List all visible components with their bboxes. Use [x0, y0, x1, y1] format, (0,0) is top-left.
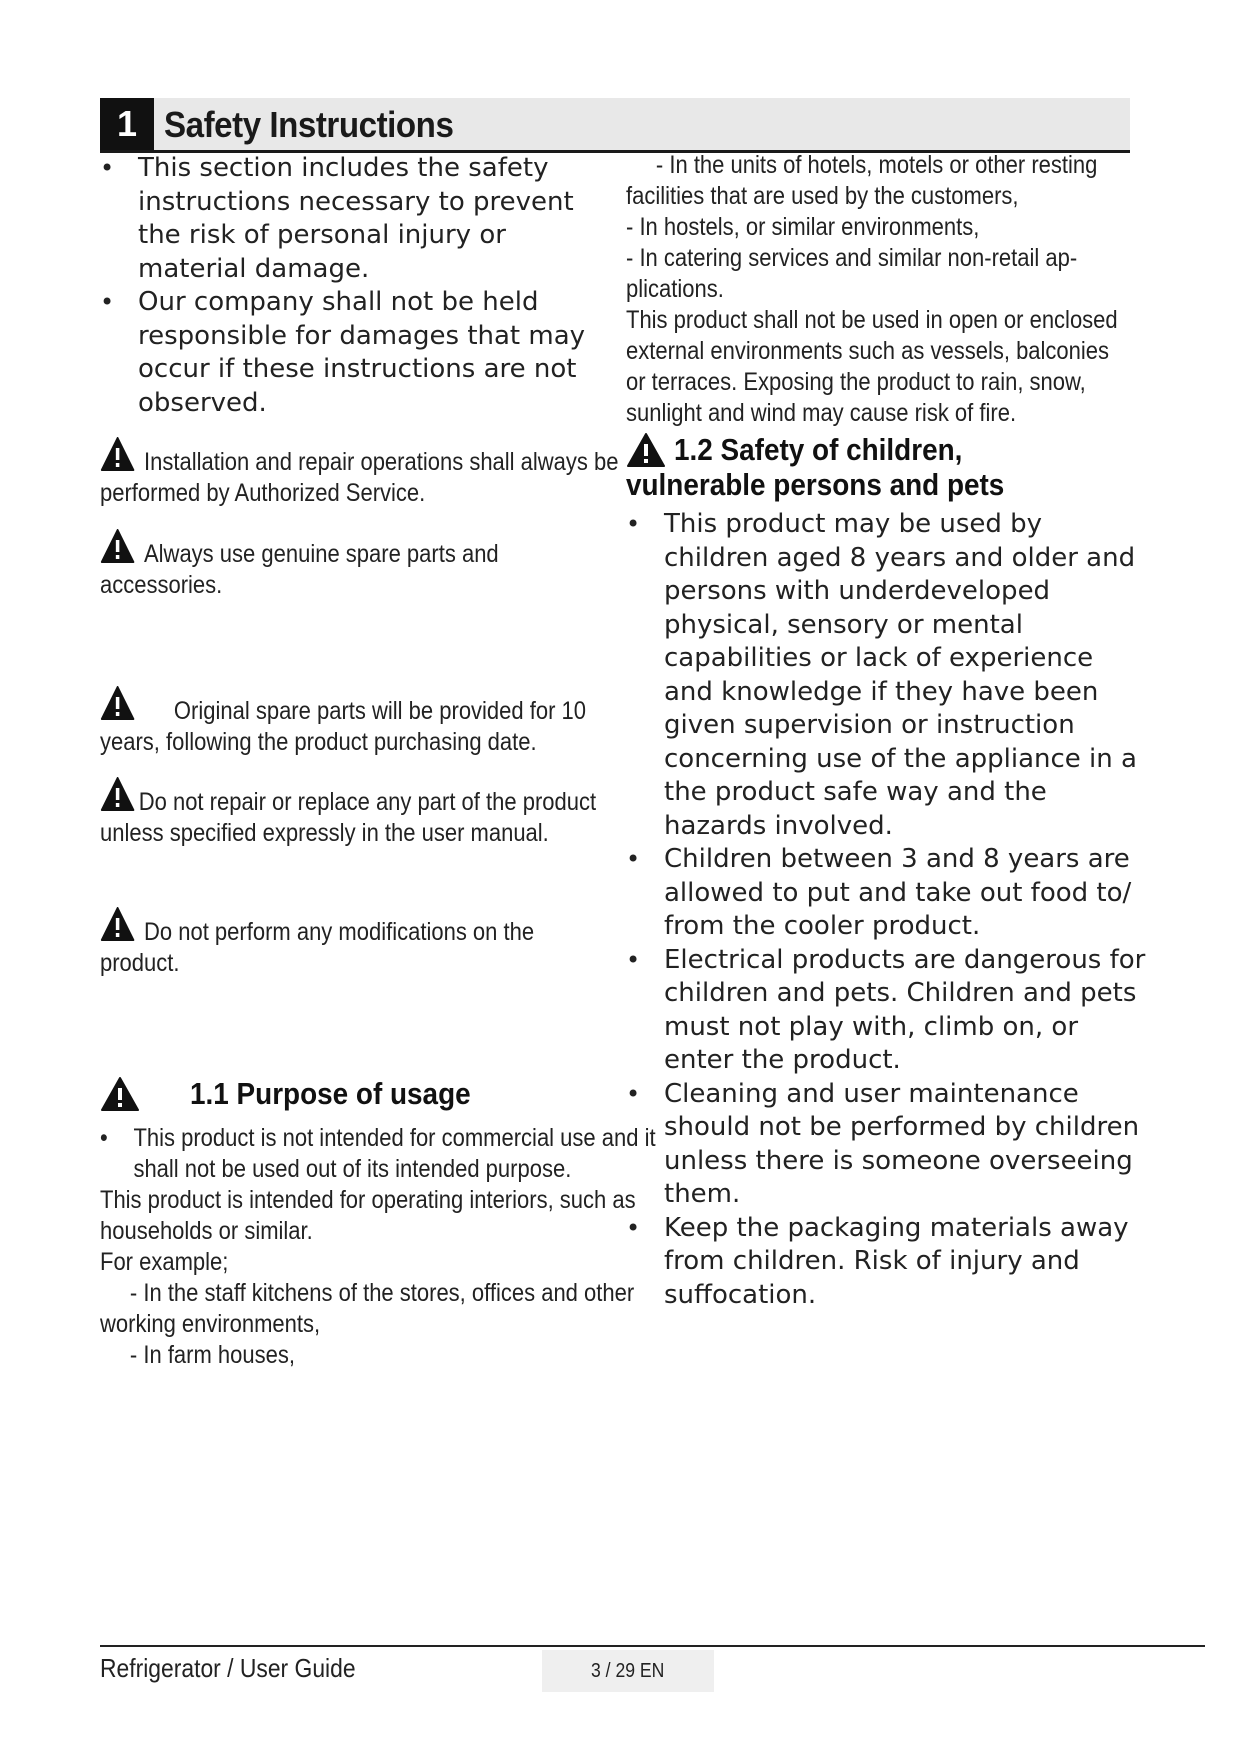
list-item: • Cleaning and user maintenance should not be performed by children unless there is someone overseeing them. — [626, 1078, 1146, 1212]
children-heading — [626, 432, 1186, 502]
warning-icon — [626, 432, 666, 468]
section-title-line2: vulnerable persons and pets — [626, 467, 1005, 502]
list-item: • Keep the packaging materials away from children. Risk of injury and suffocation. — [626, 1212, 1146, 1313]
warning-icon — [100, 1076, 140, 1112]
purpose-example: - In the staff kitchens of the stores, offices and other working environments, — [100, 1279, 635, 1338]
purpose-example: - In farm houses, — [129, 1341, 295, 1369]
purpose-example: - In hostels, or similar environments, — [626, 213, 980, 241]
purpose-line: For example; — [100, 1248, 229, 1276]
warning-text: Original spare parts will be provided for 10 years, following the product purchasing date. — [100, 697, 587, 756]
page-number-text: 3 / 29 EN — [591, 1659, 665, 1682]
purpose-example: - In the units of hotels, motels or other resting facilities that are used by the customers, — [626, 151, 1098, 210]
warning-installation — [100, 436, 700, 509]
section-title: 1.1 Purpose of usage — [190, 1076, 471, 1111]
warning-icon — [100, 776, 135, 812]
intro-item: • This section includes the safety instructions necessary to prevent the risk of personal injury or material damage. — [100, 152, 600, 286]
list-item: • This product may be used by children aged 8 years and older and persons with underdeveloped physical, sensory or mental capabilities or lack of experience and knowledge if they have been given supervision or instruction concerning use of the appliance in a the product safe way and the hazards involved. — [626, 508, 1146, 843]
intro-list — [100, 152, 600, 420]
warning-icon — [100, 906, 135, 942]
warning-original-parts — [100, 685, 700, 758]
footer-title: Refrigerator / User Guide — [100, 1653, 356, 1683]
purpose-body — [100, 1123, 698, 1371]
purpose-line: This product is intended for operating interiors, such as households or similar. — [100, 1186, 636, 1245]
list-item: • Children between 3 and 8 years are allowed to put and take out food to/ from the cooler product. — [626, 843, 1146, 944]
warning-no-modifications — [100, 906, 700, 979]
warning-do-not-repair — [100, 776, 700, 849]
list-item: • Electrical products are dangerous for children and pets. Children and pets must not play with, climb on, or enter the product. — [626, 944, 1146, 1078]
page-title: Safety Instructions — [164, 104, 454, 145]
purpose-heading — [100, 1076, 502, 1112]
intro-item: • Our company shall not be held responsible for damages that may occur if these instructions are not observed. — [100, 286, 600, 420]
warning-genuine-parts — [100, 528, 700, 601]
warning-icon — [100, 436, 135, 472]
warning-text: Do not repair or replace any part of the product unless specified expressly in the user manual. — [100, 788, 597, 847]
warning-text: Installation and repair operations shall always be performed by Authorized Service. — [100, 448, 619, 507]
children-list — [626, 508, 1146, 1312]
warning-text: Always use genuine spare parts and accessories. — [100, 540, 499, 599]
purpose-continued — [626, 150, 1129, 429]
warning-icon — [100, 685, 135, 721]
page-number — [542, 1650, 714, 1692]
purpose-example: - In catering services and similar non-retail ap-plications. — [626, 244, 1078, 303]
purpose-closing: This product shall not be used in open or enclosed external environments such as vessels, balconies or terraces. Exposing the product to rain, snow, sunlight and wind may cause risk of fire. — [626, 306, 1118, 427]
purpose-bullet: • This product is not intended for commercial use and it shall not be used out of its intended purpose. — [100, 1124, 656, 1183]
warning-icon — [100, 528, 135, 564]
warning-text: Do not perform any modifications on the product. — [100, 918, 535, 977]
section-title: 1.2 Safety of children, — [674, 432, 963, 467]
chapter-number: 1 — [100, 98, 154, 150]
footer-rule — [100, 1645, 1205, 1647]
